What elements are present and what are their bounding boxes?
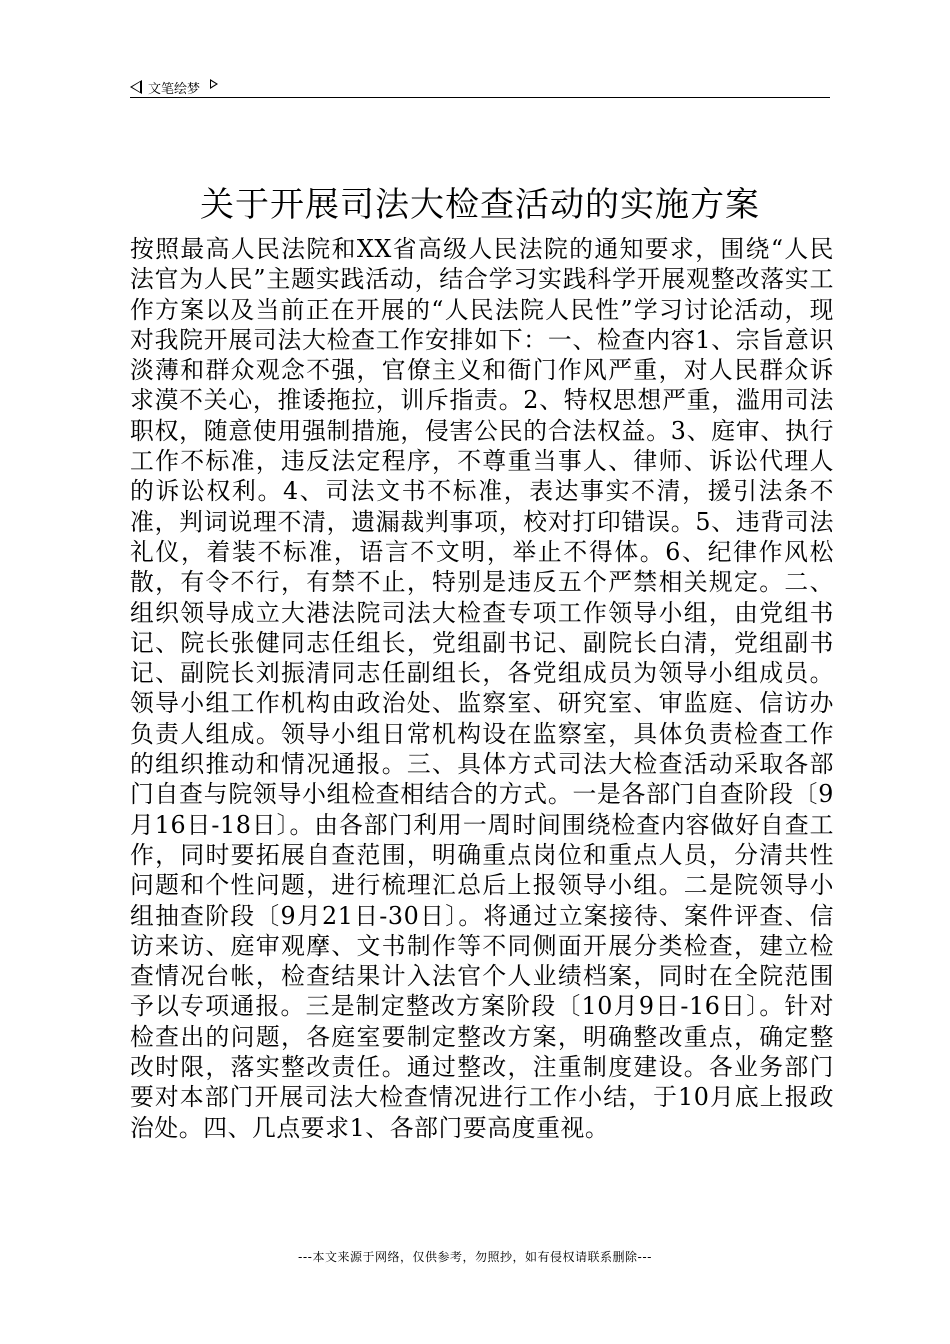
page-header xyxy=(130,76,830,98)
site-name: 文笔绘梦 xyxy=(148,81,201,97)
triangle-right-icon xyxy=(210,79,218,89)
document-body: 按照最高人民法院和XX省高级人民法院的通知要求，围绕“人民法官为人民”主题实践活动，结合学习实践科学开展观整改落实工作方案以及当前正在开展的“人民法院人民性”学习讨论活动，现对我院开展司法大检查工作安排如下：一、检查内容1、宗旨意识淡薄和群众观念不强，官僚主义和衙门作风严重，对人民群众诉求漠不关心，推诿拖拉，训斥指责。2、特权思想严重，滥用司法职权，随意使用强制措施，侵害公民的合法权益。3、庭审、执行工作不标准，违反法定程序，不尊重当事人、律师、诉讼代理人的诉讼权利。4、司法文书不标准，表达事实不清，援引法条不准，判词说理不清，遗漏裁判事项，校对打印错误。5、违背司法礼仪，着装不标准，语言不文明，举止不得体。6、纪律作风松散，有令不行，有禁不止，特别是违反五个严禁相关规定。二、组织领导成立大港法院司法大检查专项工作领导小组，由党组书记、院长张健同志任组长，党组副书记、副院长白清，党组副书记、副院长刘振清同志任副组长，各党组成员为领导小组成员。领导小组工作机构由政治处、监察室、研究室、审监庭、信访办负责人组成。领导小组日常机构设在监察室，具体负责检查工作的组织推动和情况通报。三、具体方式司法大检查活动采取各部门自查与院领导小组检查相结合的方式。一是各部门自查阶段〔9月16日-18日〕。由各部门利用一周时间围绕检查内容做好自查工作，同时要拓展自查范围，明确重点岗位和重点人员，分清共性问题和个性问题，进行梳理汇总后上报领导小组。二是院领导小组抽查阶段〔9月21日-30日〕。将通过立案接待、案件评查、信访来访、庭审观摩、文书制作等不同侧面开展分类检查，建立检查情况台帐，检查结果计入法官个人业绩档案，同时在全院范围予以专项通报。三是制定整改方案阶段〔10月9日-16日〕。针对检查出的问题，各庭室要制定整改方案，明确整改重点，确定整改时限，落实整改责任。通过整改，注重制度建设。各业务部门要对本部门开展司法大检查情况进行工作小结，于10月底上报政治处。四、几点要求1、各部门要高度重视。 xyxy=(130,235,834,1142)
triangle-left-icon xyxy=(130,80,142,94)
document-title: 关于开展司法大检查活动的实施方案 xyxy=(200,185,760,225)
footer-notice: ---本文来源于网络，仅供参考，勿照抄，如有侵权请联系删除--- xyxy=(298,1250,652,1264)
header-divider xyxy=(130,97,830,98)
